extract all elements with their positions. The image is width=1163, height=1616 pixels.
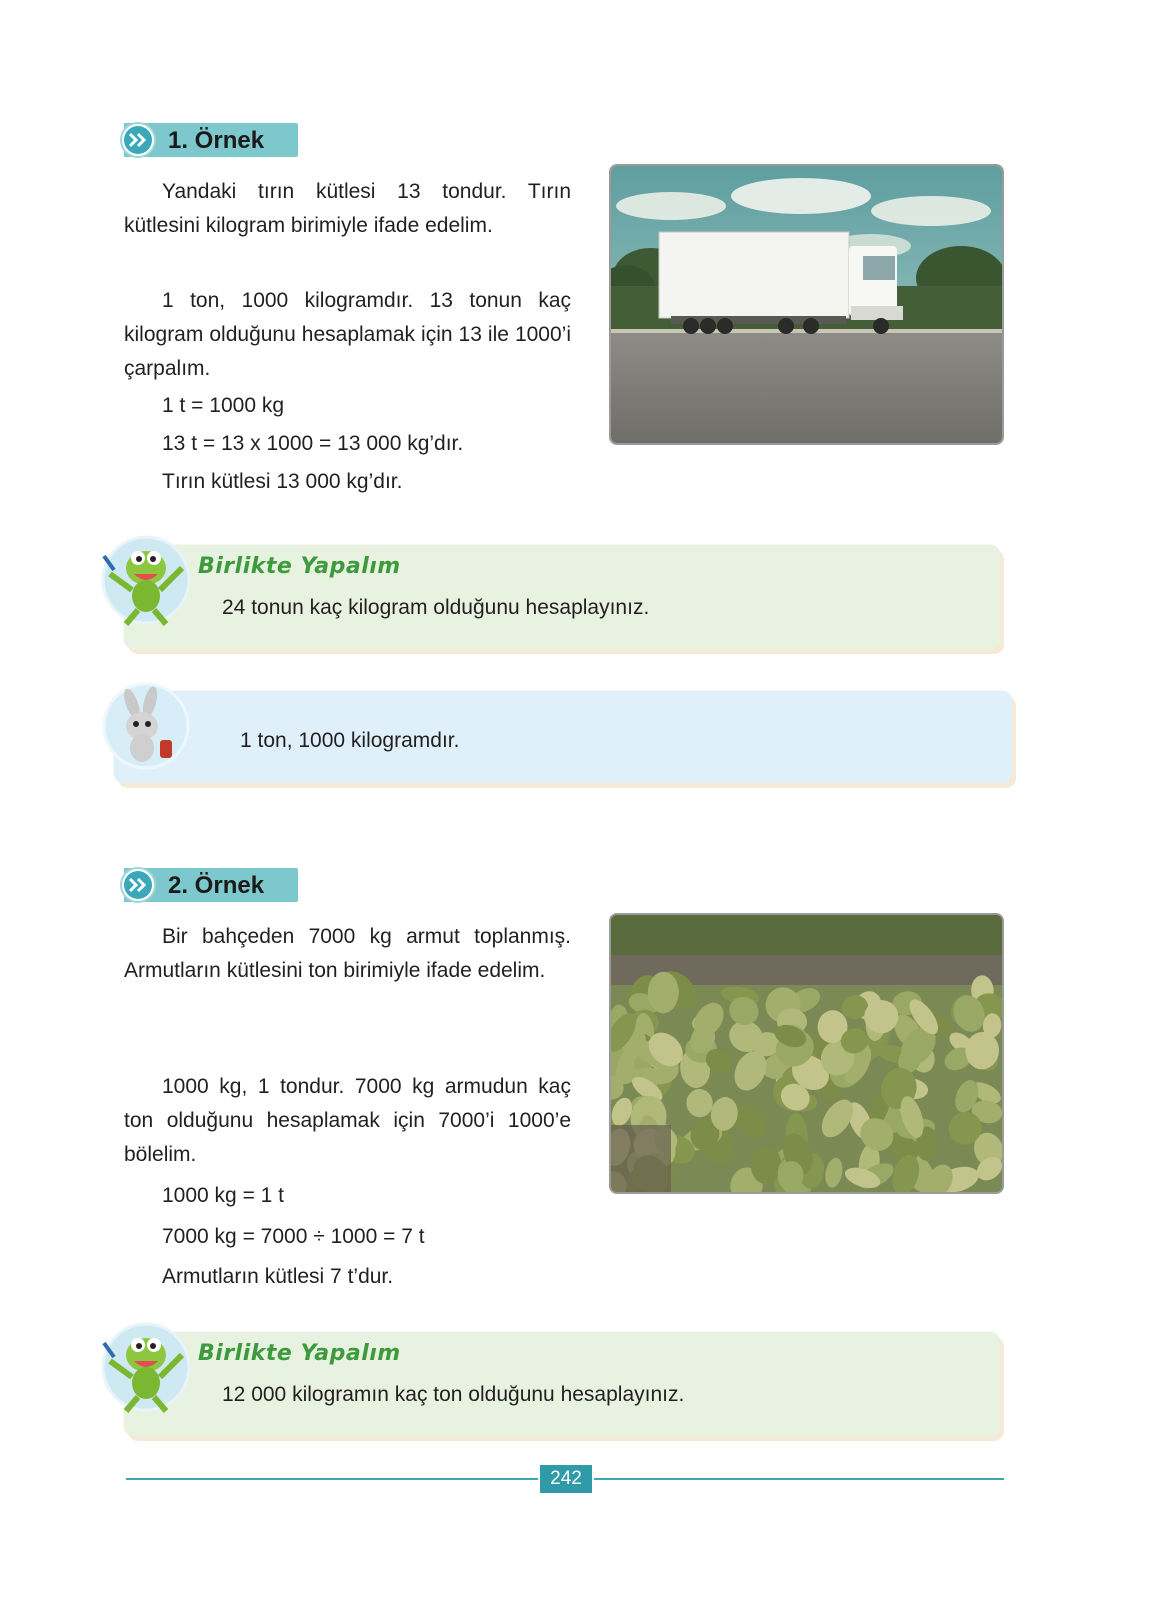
- example-1-explanation: [124, 284, 571, 386]
- example-1-intro: [124, 175, 571, 243]
- example-label: 1. Örnek: [168, 127, 265, 154]
- example-2-line-3: Armutların kütlesi 7 t’dur.: [162, 1265, 394, 1288]
- example-1-line-2: 13 t = 13 x 1000 = 13 000 kg’dır.: [162, 432, 464, 455]
- example-2-tag: [124, 868, 298, 902]
- example-2-explanation-text: 1000 kg, 1 tondur. 7000 kg armudun kaç ton olduğunu hesaplamak için 7000’i 1000’e bölelim.: [124, 1075, 571, 1166]
- frog-mascot-icon: [96, 1315, 196, 1420]
- double-chevron-icon: [120, 122, 156, 158]
- frog-mascot-icon: [96, 528, 196, 633]
- page-number: 242: [540, 1465, 592, 1493]
- example-1-intro-text: Yandaki tırın kütlesi 13 tondur. Tırın kütlesini kilogram birimiyle ifade edelim.: [124, 180, 571, 237]
- example-2-line-1: 1000 kg = 1 t: [162, 1184, 285, 1207]
- example-2-intro: [124, 920, 571, 988]
- rabbit-mascot-icon: [102, 682, 192, 777]
- example-1-line-3: Tırın kütlesi 13 000 kg’dır.: [162, 470, 403, 493]
- example-label: 2. Örnek: [168, 872, 265, 899]
- example-2-intro-text: Bir bahçeden 7000 kg armut toplanmış. Armutların kütlesini ton birimiyle ifade edelim.: [124, 925, 571, 982]
- footer-rule-left: [126, 1478, 538, 1480]
- double-chevron-icon: [120, 867, 156, 903]
- note-text: 1 ton, 1000 kilogramdır.: [240, 729, 460, 752]
- example-2-explanation: [124, 1070, 571, 1172]
- truck-photo: [609, 164, 1004, 445]
- together-title-2: Birlikte Yapalım: [198, 1341, 401, 1366]
- together-text-1: 24 tonun kaç kilogram olduğunu hesaplayınız.: [222, 596, 650, 619]
- footer-rule-right: [594, 1478, 1004, 1480]
- example-1-tag: [124, 123, 298, 157]
- example-1-explanation-text: 1 ton, 1000 kilogramdır. 13 tonun kaç kilogram olduğunu hesaplamak için 13 ile 1000’i çarpalım.: [124, 289, 571, 380]
- together-title-1: Birlikte Yapalım: [198, 554, 401, 579]
- pears-photo: [609, 913, 1004, 1194]
- example-2-line-2: 7000 kg = 7000 ÷ 1000 = 7 t: [162, 1225, 425, 1248]
- example-1-line-1: 1 t = 1000 kg: [162, 394, 285, 417]
- together-text-2: 12 000 kilogramın kaç ton olduğunu hesaplayınız.: [222, 1383, 685, 1406]
